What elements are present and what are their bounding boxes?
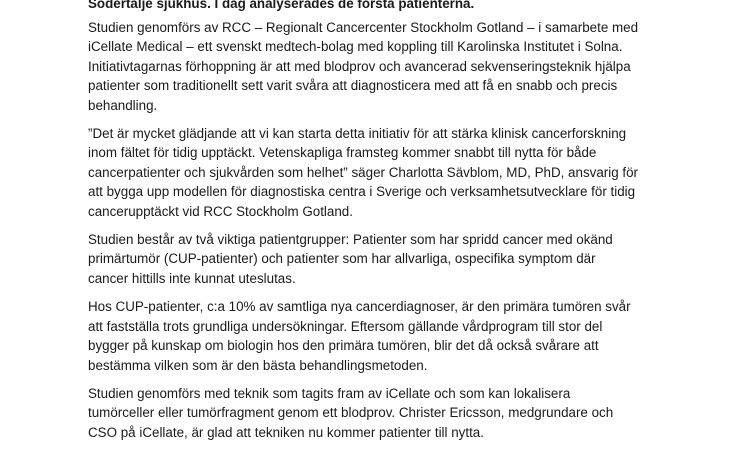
text-line: behandling. — [88, 97, 158, 113]
text-line: iCellate Medical – ett svenskt medtech-bolag med koppling till Karolinska Institutet i Solna. — [88, 39, 623, 55]
text-line: att bygga upp modellen för diagnostiska centra i Sverige och verksamhetsutvecklare för tidig — [88, 184, 636, 200]
paragraph-technology — [88, 384, 688, 442]
document-page — [88, 0, 688, 451]
text-line: bygger på kunskap om biologin hos den primära tumören, blir det då också svårare att — [88, 338, 599, 354]
text-line: att fastställa trots grundliga undersökningar. Eftersom gällande vårdprogram till stor del — [88, 318, 603, 334]
text-line: bestämma vilken som är den bästa behandlingsmetoden. — [88, 357, 428, 373]
paragraph-cup-patients — [88, 297, 688, 375]
text-line: patienter som traditionellt sett varit svåra att diagnosticera med att få en snabb och precis — [88, 78, 618, 94]
text-line: primärtumör (CUP-patienter) och patienter som har allvarliga, ospecifika symptom där — [88, 251, 596, 267]
text-line: cancer hittills inte kunnat uteslutas. — [88, 270, 296, 286]
text-line: cancerupptäckt vid RCC Stockholm Gotland. — [88, 203, 353, 219]
text-line: Initiativtagarnas förhoppning är att med blodprov och avancerad sekvenseringsteknik hjälpa — [88, 58, 631, 74]
paragraph-patient-groups — [88, 230, 688, 288]
text-line: inom fältet för tidig upptäckt. Vetenskapliga framsteg kommer snabbt till nytta för både — [88, 145, 597, 161]
text-line: ”Det är mycket glädjande att vi kan starta detta initiativ för att stärka klinisk cancerforskning — [88, 126, 627, 142]
text-line: Studien genomförs av RCC – Regionalt Cancercenter Stockholm Gotland – i samarbete med — [88, 20, 639, 35]
text-line: Hos CUP-patienter, c:a 10% av samtliga nya cancerdiagnoser, är den primära tumören svår — [88, 299, 631, 315]
text-line: Studien genomförs med teknik som tagits fram av iCellate och som kan lokalisera — [88, 385, 571, 401]
text-line: tumörceller eller tumörfragment genom ett blodprov. Christer Ericsson, medgrundare och — [88, 405, 614, 421]
paragraph-quote — [88, 124, 688, 221]
text-line: Studien består av två viktiga patientgrupper: Patienter som har spridd cancer med okänd — [88, 232, 613, 248]
text-line: cancerpatienter och sjukvården som helhet” säger Charlotta Sävblom, MD, PhD, ansvarig för — [88, 164, 639, 180]
text-line: CSO på iCellate, är glad att tekniken nu kommer patienter till nytta. — [88, 424, 484, 440]
paragraph-study-intro — [88, 18, 688, 115]
lead-paragraph-fragment: Södertälje sjukhus. I dag analyserades de första patienterna. — [88, 0, 475, 11]
